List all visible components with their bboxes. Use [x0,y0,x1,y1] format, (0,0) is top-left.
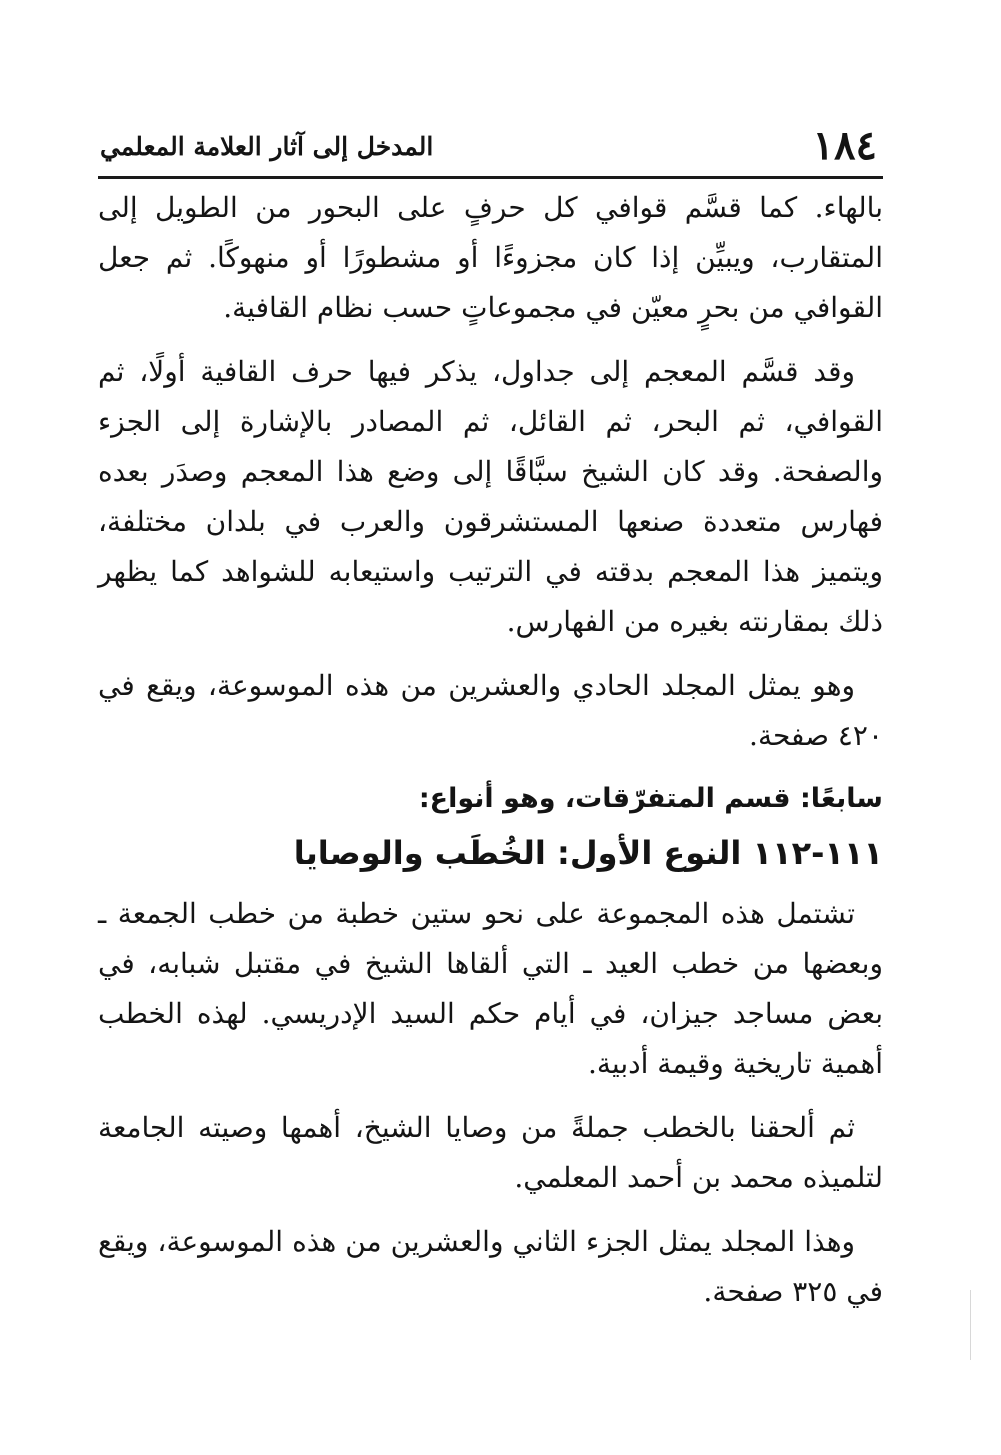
paragraph-sermons: تشتمل هذه المجموعة على نحو ستين خطبة من خطب الجمعة ـ وبعضها من خطب العيد ـ التي ألقاها الشيخ في مقتبل شبابه، في بعض مساجد جيزان، في أيام حكم السيد الإدريسي. لهذه الخطب أهمية تاريخية وقيمة أدبية. [98,897,883,1080]
paragraph-rhyme-division: بالهاء. كما قسَّم قوافي كل حرفٍ على البحور من الطويل إلى المتقارب، ويبيِّن إذا كان مجزوءًا أو مشطورًا أو منهوكًا. ثم جعل القوافي من بحرٍ معيّن في مجموعاتٍ حسب نظام القافية. [98,191,883,324]
page-body [98,179,883,1317]
paragraph-wills: ثم ألحقنا بالخطب جملةً من وصايا الشيخ، أهمها وصيته الجامعة لتلميذه محمد بن أحمد المعلمي. [98,1111,883,1194]
book-page [98,120,883,1360]
scan-margin-line [970,1290,971,1360]
running-title: المدخل إلى آثار العلامة المعلمي [100,132,434,161]
paragraph-dictionary-tables: وقد قسَّم المعجم إلى جداول، يذكر فيها حرف القافية أولًا، ثم القوافي، ثم البحر، ثم القائل، ثم المصادر بالإشارة إلى الجزء والصفحة. وقد كان الشيخ سبَّاقًا إلى وضع هذا المعجم وصدَر بعده فهارس متعددة صنعها المستشرقون والعرب في بلدان مختلفة، ويتميز هذا المعجم بدقته في الترتيب واستيعابه للشواهد كما يظهر ذلك بمقارنته بغيره من الفهارس. [98,355,883,638]
section-title-miscellaneous: سابعًا: قسم المتفرّقات، وهو أنواع: [418,783,883,814]
page-header [98,120,883,179]
paragraph-volume-22: وهذا المجلد يمثل الجزء الثاني والعشرين من هذه الموسوعة، ويقع في ٣٢٥ صفحة. [98,1225,883,1308]
paragraph-volume-21: وهو يمثل المجلد الحادي والعشرين من هذه الموسوعة، ويقع في ٤٢٠ صفحة. [98,669,883,752]
page-number: ١٨٤ [812,122,877,169]
subsection-title-sermons: ١١١-١١٢ النوع الأول: الخُطَب والوصايا [293,834,883,872]
